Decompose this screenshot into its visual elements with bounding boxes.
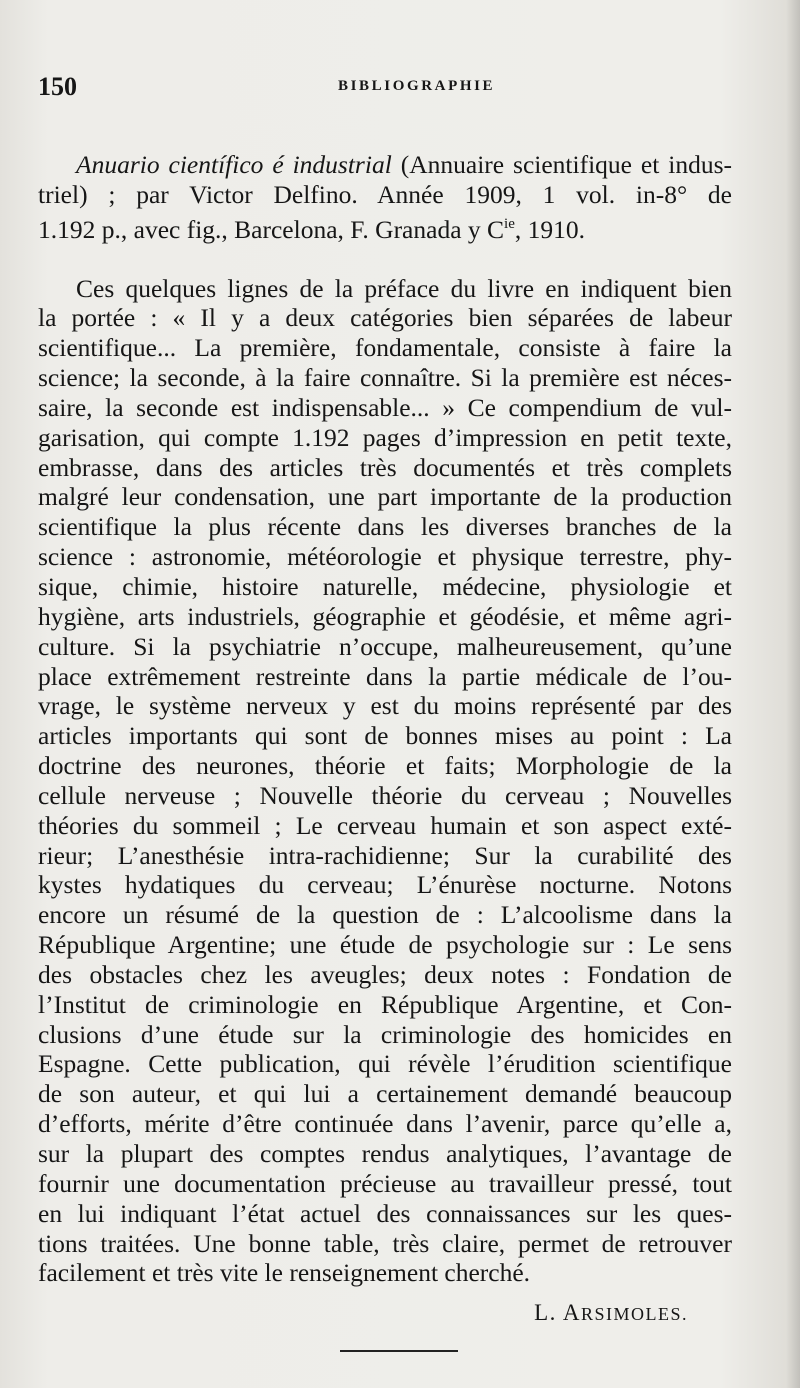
text-line: articles importants qui sont de bonnes mises au point : La bbox=[38, 721, 732, 751]
text-line: sique, chimie, histoire naturelle, médecine, physiologie et bbox=[38, 571, 732, 601]
citation-line: triel) ; par Victor Delfino. Année 1909, 1 vol. in-8° de bbox=[38, 179, 732, 209]
running-head: BIBLIOGRAPHIE bbox=[338, 78, 496, 94]
citation-text: 1.192 p., avec fig., Barcelona, F. Granada y C bbox=[38, 214, 505, 244]
text-line: scientifique la plus récente dans les diverses branches de la bbox=[38, 512, 732, 542]
text-line: de son auteur, et qui lui a certainement demandé beaucoup bbox=[38, 1079, 732, 1109]
text-line: clusions d’une étude sur la criminologie des homicides en bbox=[38, 1019, 732, 1049]
text-line: l’Institut de criminologie en République Argentine, et Con- bbox=[38, 989, 732, 1019]
signature-surname: RSIMOLES. bbox=[580, 1304, 688, 1324]
text-line: encore un résumé de la question de : L’alcoolisme dans la bbox=[38, 900, 732, 930]
text-line: tions traitées. Une bonne table, très claire, permet de retrouver bbox=[38, 1228, 732, 1258]
review-paragraph bbox=[38, 274, 732, 1289]
text-line: Espagne. Cette publication, qui révèle l’érudition scientifique bbox=[38, 1049, 732, 1079]
text-line: culture. Si la psychiatrie n’occupe, malheureusement, qu’une bbox=[38, 631, 732, 661]
book-title: Anuario científico é industrial bbox=[76, 150, 392, 179]
text-line: d’efforts, mérite d’être continuée dans l’avenir, parce qu’elle a, bbox=[38, 1109, 732, 1139]
review-body bbox=[38, 150, 732, 1288]
text-line: la portée : « Il y a deux catégories bien séparées de labeur bbox=[38, 303, 732, 333]
page-header bbox=[38, 72, 758, 108]
text-line: science : astronomie, météorologie et physique terrestre, phy- bbox=[38, 542, 732, 572]
text-line: saire, la seconde est indispensable... » Ce compendium de vul- bbox=[38, 392, 732, 422]
text-line: Ces quelques lignes de la préface du livre en indiquent bien bbox=[76, 273, 732, 303]
text-line: malgré leur condensation, une part importante de la production bbox=[38, 482, 732, 512]
text-line: théories du sommeil ; Le cerveau humain et son aspect exté- bbox=[38, 810, 732, 840]
text-line: cellule nerveuse ; Nouvelle théorie du cerveau ; Nouvelles bbox=[38, 780, 732, 810]
text-line: embrasse, dans des articles très documentés et très complets bbox=[38, 452, 732, 482]
section-divider bbox=[340, 1350, 458, 1352]
signature-initial: L. A bbox=[534, 1300, 581, 1325]
text-line: garisation, qui compte 1.192 pages d’impression en petit texte, bbox=[38, 422, 732, 452]
text-line: vrage, le système nerveux y est du moins représenté par des bbox=[38, 691, 732, 721]
text-line: kystes hydatiques du cerveau; L’énurèse nocturne. Notons bbox=[38, 870, 732, 900]
text-line: rieur; L’anesthésie intra-rachidienne; Sur la curabilité des bbox=[38, 840, 732, 870]
citation-text: , 1910. bbox=[514, 214, 585, 244]
text-line: place extrêmement restreinte dans la partie médicale de l’ou- bbox=[38, 661, 732, 691]
paragraph-gap bbox=[38, 245, 732, 274]
text-line: en lui indiquant l’état actuel des connaissances sur les ques- bbox=[38, 1198, 732, 1228]
text-line: fournir une documentation précieuse au travailleur pressé, tout bbox=[38, 1168, 732, 1198]
text-line: République Argentine; une étude de psychologie sur : Le sens bbox=[38, 930, 732, 960]
reviewer-signature bbox=[534, 1300, 688, 1326]
citation-line bbox=[38, 210, 732, 245]
citation-text: (Annuaire scientifique et indus- bbox=[391, 150, 733, 179]
page-number: 150 bbox=[38, 72, 77, 101]
text-line: hygiène, arts industriels, géographie et géodésie, et même agri- bbox=[38, 601, 732, 631]
text-line: scientifique... La première, fondamentale, consiste à faire la bbox=[38, 333, 732, 363]
superscript: ie bbox=[504, 215, 515, 232]
text-line: des obstacles chez les aveugles; deux notes : Fondation de bbox=[38, 959, 732, 989]
text-line: doctrine des neurones, théorie et faits; Morphologie de la bbox=[38, 751, 732, 781]
text-line: facilement et très vite le renseignement cherché. bbox=[38, 1258, 531, 1288]
citation-line bbox=[38, 150, 732, 180]
text-line: sur la plupart des comptes rendus analytiques, l’avantage de bbox=[38, 1139, 732, 1168]
text-line: science; la seconde, à la faire connaître. Si la première est néces- bbox=[38, 363, 732, 393]
